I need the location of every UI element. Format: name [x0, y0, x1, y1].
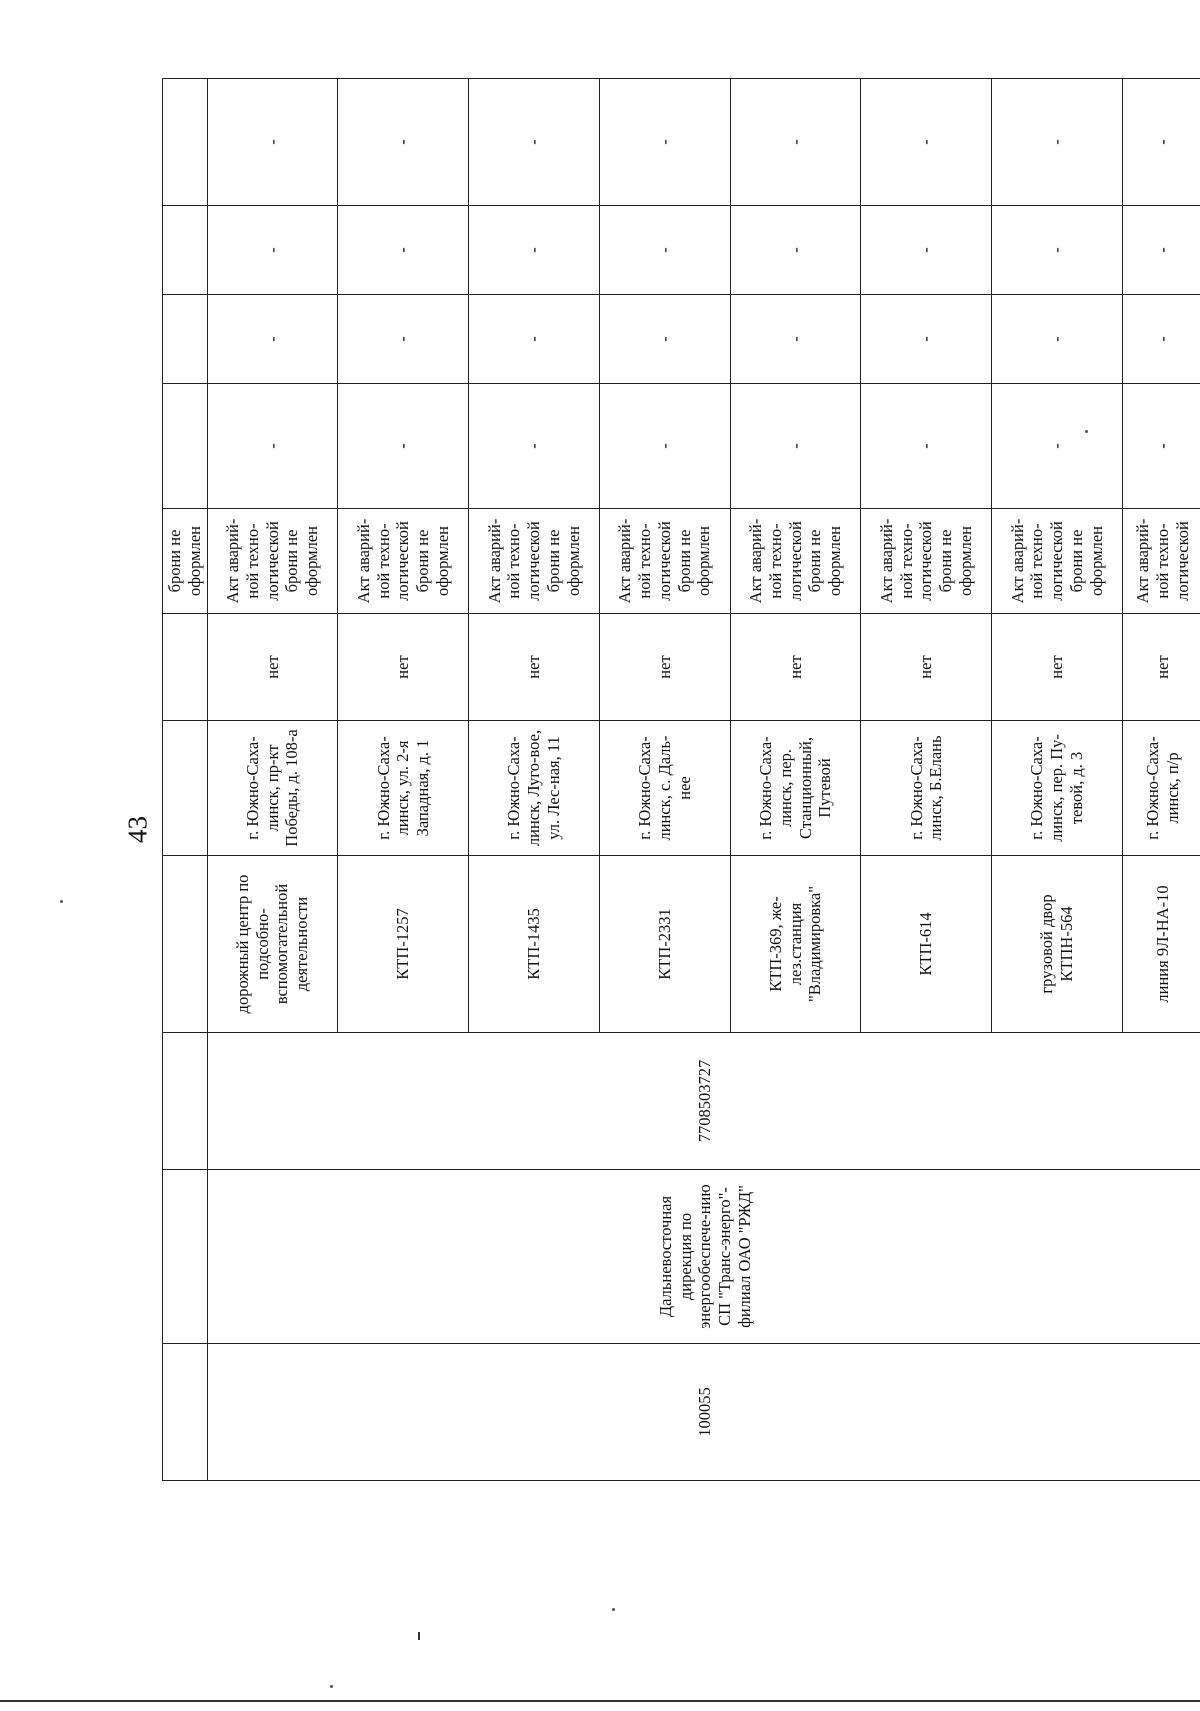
act-cell: Акт аварий-ной техно-логической брони не оформлен	[469, 509, 600, 614]
scan-speck	[60, 900, 63, 903]
value-cell: -	[207, 79, 338, 206]
value-cell: -	[338, 206, 469, 295]
reserve-flag-cell: нет	[469, 614, 600, 721]
table-cell	[163, 1033, 208, 1170]
table-cell	[163, 295, 208, 384]
value-cell: -	[338, 384, 469, 509]
reserve-table	[162, 78, 1200, 1481]
object-cell: линия 9Л-НА-10	[1122, 856, 1200, 1033]
value-cell: -	[1122, 384, 1200, 509]
address-cell: г. Южно-Саха-линск, ул. 2-я Западная, д. 1	[338, 721, 469, 856]
inn-cell: 7708503727	[207, 1033, 1200, 1170]
object-cell: КТП-1435	[469, 856, 600, 1033]
value-cell: -	[992, 206, 1123, 295]
address-cell: г. Южно-Саха-линск, Б.Елань	[861, 721, 992, 856]
value-cell: -	[730, 295, 861, 384]
value-cell: -	[338, 79, 469, 206]
table-cell	[163, 206, 208, 295]
value-cell: -	[599, 79, 730, 206]
value-cell: -	[599, 295, 730, 384]
value-cell: -	[469, 384, 600, 509]
value-cell: -	[1122, 295, 1200, 384]
table-row	[207, 79, 338, 1481]
value-cell: -	[469, 295, 600, 384]
scan-edge-line	[0, 1700, 1200, 1702]
reserve-flag-cell: нет	[730, 614, 861, 721]
value-cell: -	[599, 384, 730, 509]
value-cell: -	[338, 295, 469, 384]
act-cell: Акт аварий-ной техно-логической брони не оформлен	[730, 509, 861, 614]
reserve-flag-cell: нет	[1122, 614, 1200, 721]
act-cell: Акт аварий-ной техно-логической	[1122, 509, 1200, 614]
address-cell: г. Южно-Саха-линск, с. Даль-нее	[599, 721, 730, 856]
address-cell: г. Южно-Саха-линск, пр-кт Победы, д. 108-а	[207, 721, 338, 856]
value-cell: -	[730, 384, 861, 509]
act-cell: Акт аварий-ной техно-логической брони не оформлен	[338, 509, 469, 614]
table-cell	[163, 721, 208, 856]
value-cell: -	[469, 206, 600, 295]
value-cell: -	[207, 206, 338, 295]
value-cell: -	[730, 206, 861, 295]
act-cell: Акт аварий-ной техно-логической брони не оформлен	[861, 509, 992, 614]
scan-speck	[330, 1685, 333, 1688]
object-cell: КТП-1257	[338, 856, 469, 1033]
act-cell: Акт аварий-ной техно-логической брони не оформлен	[207, 509, 338, 614]
scan-speck	[1085, 430, 1088, 433]
value-cell: -	[469, 79, 600, 206]
page-number: 43	[122, 816, 153, 843]
act-cell: Акт аварий-ной техно-логической брони не оформлен	[992, 509, 1123, 614]
address-cell: г. Южно-Саха-линск, пер. Пу-тевой, д. 3	[992, 721, 1123, 856]
value-cell: -	[861, 295, 992, 384]
entity-id-cell: 100055	[207, 1344, 1200, 1481]
object-cell: грузовой двор КТПН-564	[992, 856, 1123, 1033]
address-cell: г. Южно-Саха-линск, Луго-вое, ул. Лес-ная, 11	[469, 721, 600, 856]
table-container	[162, 79, 1200, 1481]
value-cell: -	[861, 206, 992, 295]
table-cell	[163, 1344, 208, 1481]
value-cell: -	[992, 295, 1123, 384]
reserve-flag-cell: нет	[207, 614, 338, 721]
object-cell: дорожный центр по подсобно-вспомогательной деятельности	[207, 856, 338, 1033]
rotated-table-sheet	[162, 79, 1200, 1481]
value-cell: -	[861, 79, 992, 206]
object-cell: КТП-369, же-лез.станция "Владимировка"	[730, 856, 861, 1033]
value-cell: -	[992, 384, 1123, 509]
reserve-flag-cell: нет	[338, 614, 469, 721]
table-cell	[163, 614, 208, 721]
act-cell: брони не оформлен	[163, 509, 208, 614]
table-continuation-row	[163, 79, 208, 1481]
value-cell: -	[861, 384, 992, 509]
reserve-flag-cell: нет	[861, 614, 992, 721]
table-cell	[163, 384, 208, 509]
scan-mark	[418, 1632, 420, 1640]
object-cell: КТП-2331	[599, 856, 730, 1033]
table-cell	[163, 1170, 208, 1344]
address-cell: г. Южно-Саха-линск, пер. Станционный, Путевой	[730, 721, 861, 856]
value-cell: -	[207, 295, 338, 384]
value-cell: -	[730, 79, 861, 206]
organization-cell: Дальневосточная дирекция по энергообеспече-нию СП "Транс-энерго"-филиал ОАО "РЖД"	[207, 1170, 1200, 1344]
act-cell: Акт аварий-ной техно-логической брони не оформлен	[599, 509, 730, 614]
value-cell: -	[1122, 79, 1200, 206]
table-cell	[163, 79, 208, 206]
reserve-flag-cell: нет	[599, 614, 730, 721]
address-cell: г. Южно-Саха-линск, п/р	[1122, 721, 1200, 856]
scan-speck	[612, 1608, 615, 1611]
value-cell: -	[992, 79, 1123, 206]
value-cell: -	[599, 206, 730, 295]
value-cell: -	[207, 384, 338, 509]
table-cell	[163, 856, 208, 1033]
value-cell: -	[1122, 206, 1200, 295]
reserve-flag-cell: нет	[992, 614, 1123, 721]
object-cell: КТП-614	[861, 856, 992, 1033]
